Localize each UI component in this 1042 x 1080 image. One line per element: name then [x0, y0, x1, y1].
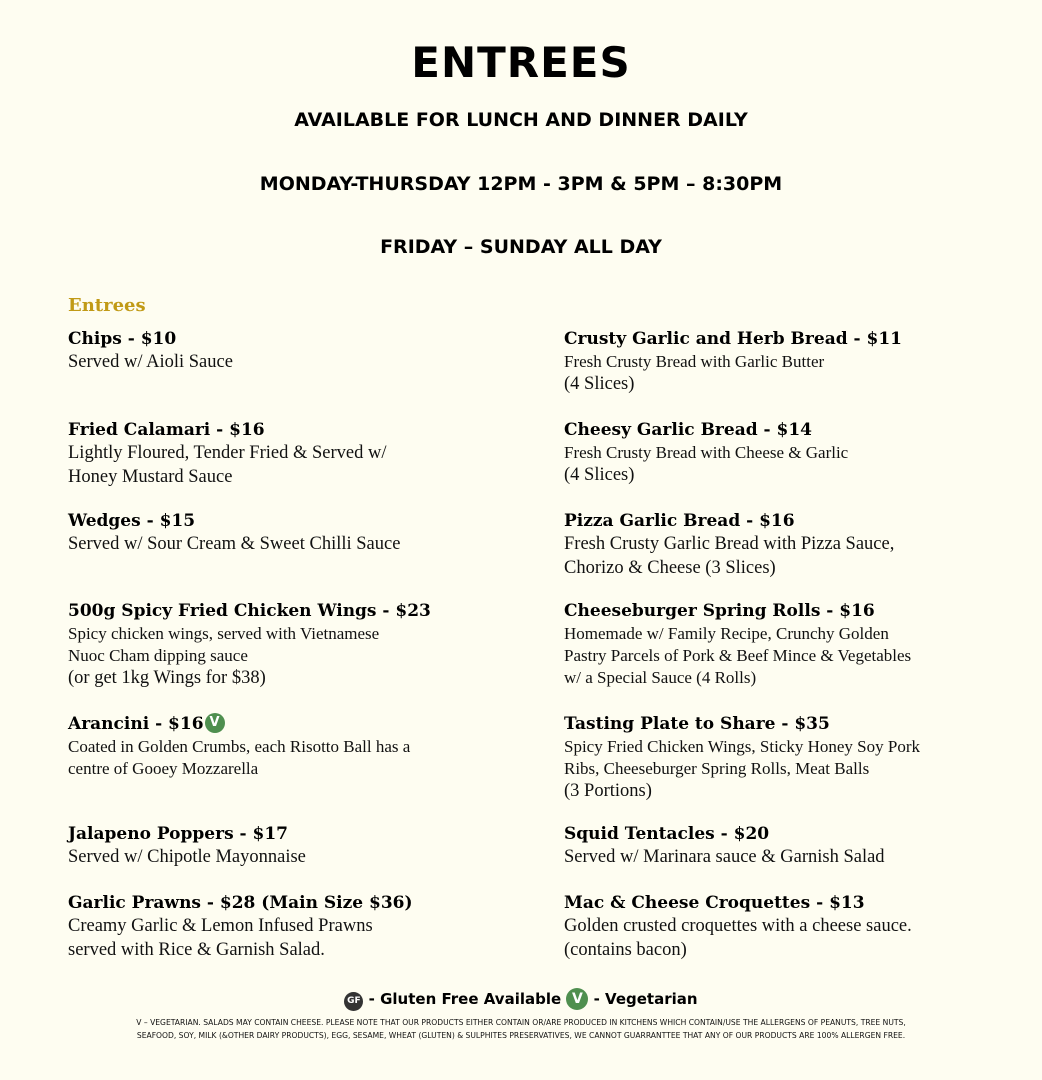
menu-item-jalapeno-poppers	[68, 822, 306, 870]
item-name: Cheeseburger Spring Rolls - $16	[564, 601, 875, 621]
menu-item-wedges	[68, 509, 400, 557]
item-name: Mac & Cheese Croquettes - $13	[564, 893, 865, 913]
dietary-legend	[0, 988, 1042, 1011]
section-title: Entrees	[68, 295, 146, 316]
item-desc: Served w/ Aioli Sauce	[68, 352, 233, 372]
menu-item-mac-cheese-croquettes	[564, 891, 912, 962]
item-name: Squid Tentacles - $20	[564, 824, 770, 844]
item-name: Crusty Garlic and Herb Bread - $11	[564, 329, 902, 349]
weekend-hours: FRIDAY – SUNDAY ALL DAY	[380, 236, 662, 258]
allergen-disclaimer	[40, 1016, 1002, 1042]
menu-item-garlic-prawns	[68, 891, 413, 962]
item-desc: Fresh Crusty Bread with Cheese & Garlic	[564, 443, 849, 462]
menu-item-chips	[68, 327, 233, 375]
menu-item-cheesy-garlic-bread	[564, 418, 848, 488]
item-desc: Golden crusted croquettes with a cheese sauce. (contains bacon)	[564, 916, 912, 960]
vegetarian-icon: V	[205, 713, 225, 733]
item-extra: (3 Portions)	[564, 781, 652, 801]
item-desc: Fresh Crusty Bread with Garlic Butter	[564, 352, 825, 371]
item-desc: Creamy Garlic & Lemon Infused Prawns served with Rice & Garnish Salad.	[68, 916, 373, 960]
menu-item-crusty-garlic-bread	[564, 327, 902, 397]
menu-item-fried-calamari	[68, 418, 386, 489]
weekday-hours: MONDAY-THURSDAY 12PM - 3PM & 5PM – 8:30PM	[259, 173, 783, 195]
item-extra: (4 Slices)	[564, 374, 635, 394]
menu-item-chicken-wings	[68, 599, 431, 691]
menu-item-squid-tentacles	[564, 822, 885, 870]
item-desc: Spicy chicken wings, served with Vietnamese Nuoc Cham dipping sauce	[68, 624, 380, 665]
vegetarian-icon: V	[566, 988, 588, 1010]
gluten-free-label: - Gluten Free Available	[363, 990, 567, 1008]
gluten-free-icon: GF	[344, 992, 363, 1011]
menu-item-pizza-garlic-bread	[564, 509, 894, 580]
item-desc: Fresh Crusty Garlic Bread with Pizza Sauce, Chorizo & Cheese (3 Slices)	[564, 534, 895, 578]
item-desc: Homemade w/ Family Recipe, Crunchy Golden Pastry Parcels of Pork & Beef Mince & Vegetables w/ a Special Sauce (4 Rolls)	[564, 624, 912, 687]
item-name: Pizza Garlic Bread - $16	[564, 511, 795, 531]
item-desc: Served w/ Chipotle Mayonnaise	[68, 847, 306, 867]
item-extra: (or get 1kg Wings for $38)	[68, 668, 266, 688]
vegetarian-label: - Vegetarian	[588, 990, 698, 1008]
item-name: Fried Calamari - $16	[68, 420, 265, 440]
item-name: Wedges - $15	[68, 511, 196, 531]
item-desc: Spicy Fried Chicken Wings, Sticky Honey Soy Pork Ribs, Cheeseburger Spring Rolls, Meat Balls	[564, 737, 920, 778]
disclaimer-line: V – VEGETARIAN. SALADS MAY CONTAIN CHEESE. PLEASE NOTE THAT OUR PRODUCTS EITHER CONTAIN OR/ARE PRODUCED IN KITCHENS WHICH CONTAIN/USE THE ALLERGENS OF PEANUTS, TREE NUTS,	[136, 1018, 906, 1027]
item-name: Cheesy Garlic Bread - $14	[564, 420, 812, 440]
page-title: ENTREES	[411, 38, 631, 87]
item-name: Tasting Plate to Share - $35	[564, 714, 830, 734]
item-name: Arancini - $16 V	[68, 712, 410, 736]
item-name: Jalapeno Poppers - $17	[68, 824, 289, 844]
item-desc: Coated in Golden Crumbs, each Risotto Ball has a centre of Gooey Mozzarella	[68, 737, 411, 778]
item-extra: (4 Slices)	[564, 465, 635, 485]
item-desc: Lightly Floured, Tender Fried & Served w/ Honey Mustard Sauce	[68, 443, 387, 487]
menu-item-tasting-plate	[564, 712, 920, 804]
availability-text: AVAILABLE FOR LUNCH AND DINNER DAILY	[294, 109, 748, 131]
menu-item-cheeseburger-spring-rolls	[564, 599, 911, 689]
item-desc: Served w/ Marinara sauce & Garnish Salad	[564, 847, 885, 867]
item-name: Chips - $10	[68, 329, 177, 349]
item-name: Garlic Prawns - $28 (Main Size $36)	[68, 893, 413, 913]
item-name: 500g Spicy Fried Chicken Wings - $23	[68, 601, 431, 621]
item-desc: Served w/ Sour Cream & Sweet Chilli Sauce	[68, 534, 401, 554]
disclaimer-line: SEAFOOD, SOY, MILK (&OTHER DAIRY PRODUCTS), EGG, SESAME, WHEAT (GLUTEN) & SULPHITES PRESERVATIVES, WE CANNOT GUARRANTTEE THAT ANY OF OUR PRODUCTS ARE 100% ALLERGEN FREE.	[136, 1031, 906, 1040]
menu-item-arancini	[68, 712, 410, 780]
